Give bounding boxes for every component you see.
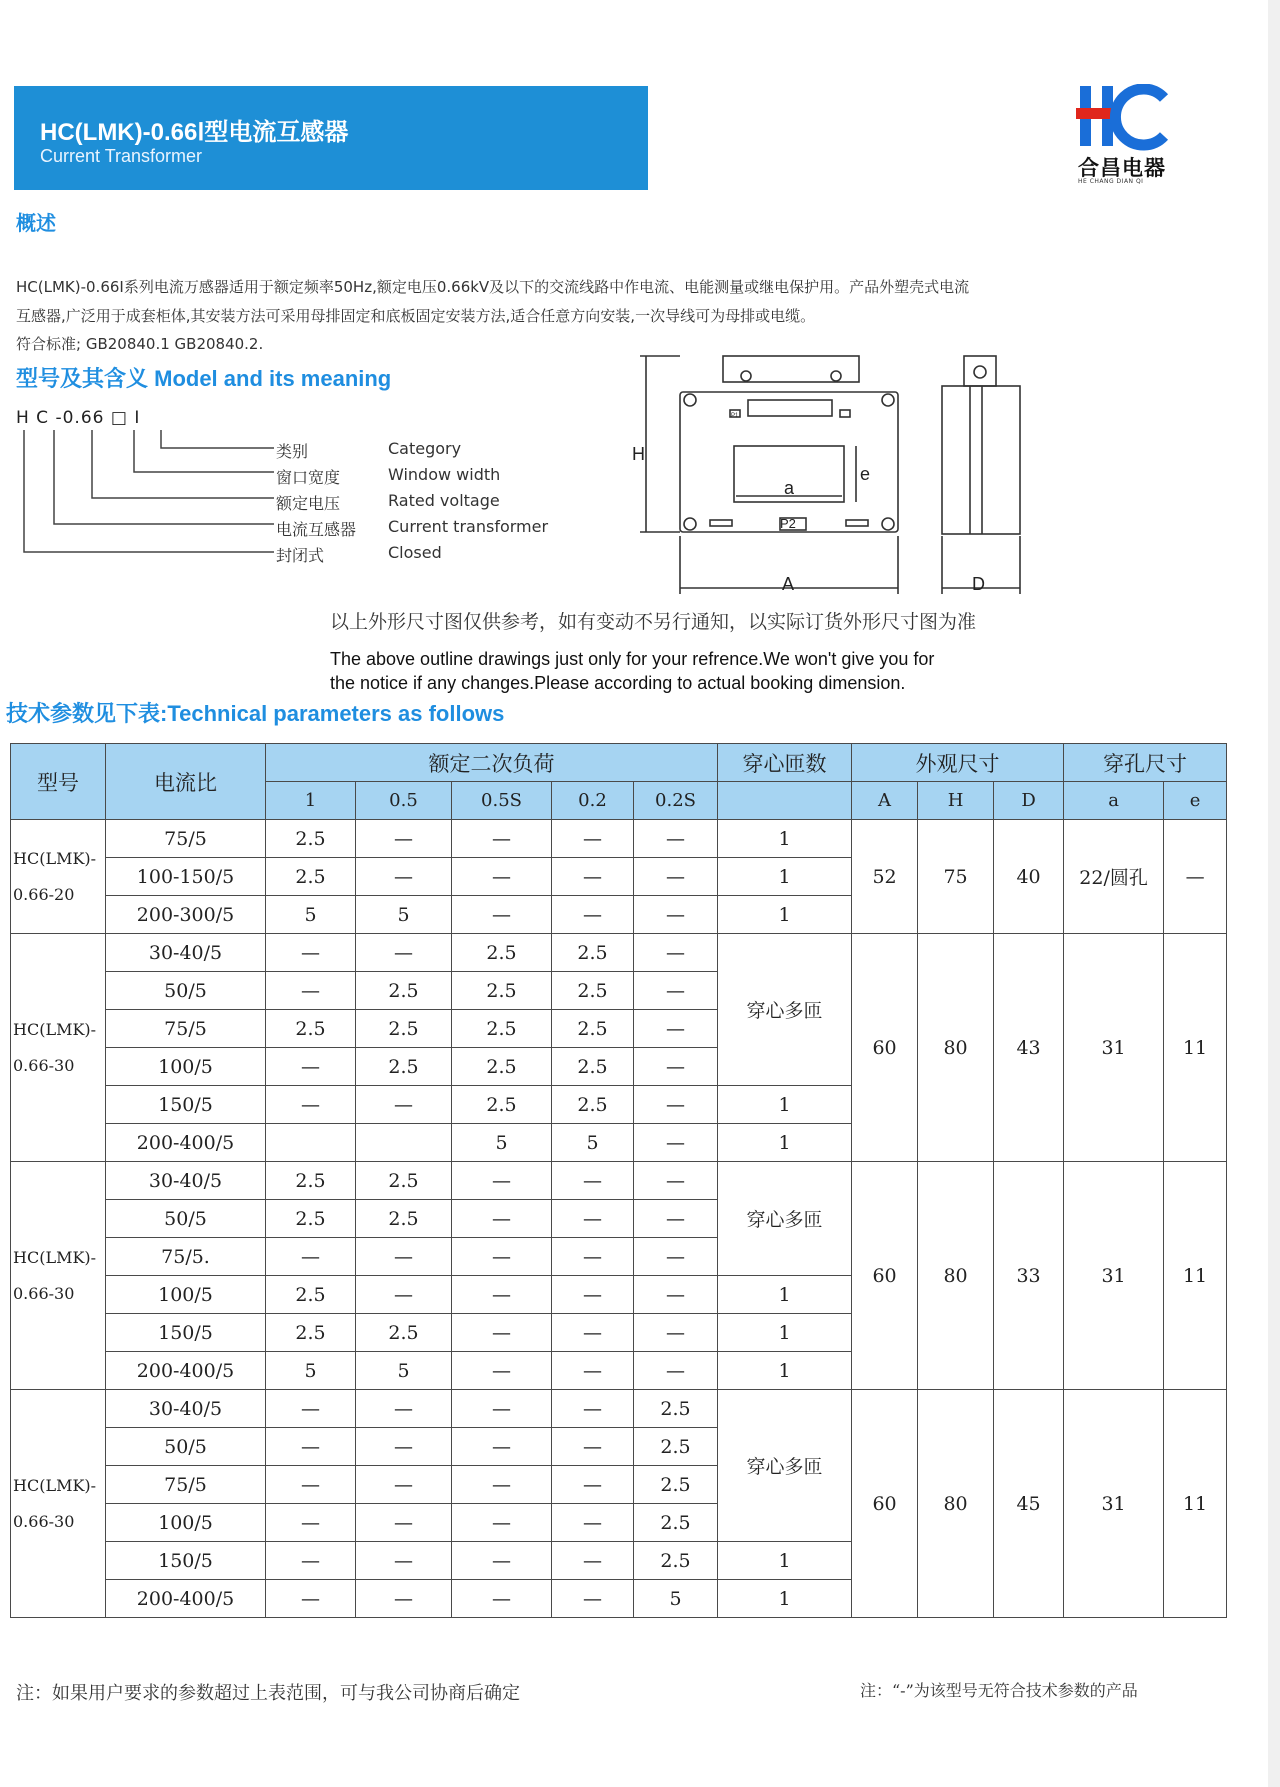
model-diagram-lines bbox=[16, 430, 276, 560]
footer-note-left: 注：如果用户要求的参数超过上表范围，可与我公司协商后确定 bbox=[16, 1683, 520, 1704]
burden-cell: 2.5 bbox=[452, 1086, 552, 1124]
burden-cell: — bbox=[552, 1200, 634, 1238]
burden-cell: 2.5 bbox=[266, 820, 356, 858]
turns-cell: 1 bbox=[718, 1086, 852, 1124]
burden-cell: — bbox=[634, 1352, 718, 1390]
burden-cell: — bbox=[552, 858, 634, 896]
burden-cell: — bbox=[356, 858, 452, 896]
turns-cell: 1 bbox=[718, 858, 852, 896]
burden-cell: — bbox=[452, 896, 552, 934]
burden-cell: — bbox=[452, 1314, 552, 1352]
burden-cell: — bbox=[356, 1466, 452, 1504]
burden-cell: — bbox=[452, 1466, 552, 1504]
overview-heading: 概述 bbox=[16, 213, 56, 235]
burden-cell: — bbox=[552, 1580, 634, 1618]
model-line-2: 0.66-30 bbox=[13, 1511, 75, 1531]
model-line-2: 0.66-30 bbox=[13, 1283, 75, 1303]
model-line-2: 0.66-20 bbox=[13, 884, 75, 904]
model-cell bbox=[11, 1390, 106, 1618]
turns-multi-cell: 穿心多匝 bbox=[718, 1162, 852, 1276]
dim-A-cell: 60 bbox=[852, 1162, 918, 1390]
burden-cell: — bbox=[634, 972, 718, 1010]
ratio-cell: 30-40/5 bbox=[106, 1162, 266, 1200]
title-banner bbox=[14, 86, 648, 190]
burden-cell: — bbox=[356, 1086, 452, 1124]
burden-cell: — bbox=[266, 1238, 356, 1276]
burden-cell: — bbox=[634, 1048, 718, 1086]
hole-e-cell: — bbox=[1164, 820, 1227, 934]
burden-cell: 5 bbox=[266, 896, 356, 934]
burden-cell: 2.5 bbox=[356, 1162, 452, 1200]
burden-cell: 2.5 bbox=[634, 1542, 718, 1580]
model-cell bbox=[11, 934, 106, 1162]
burden-cell: — bbox=[266, 934, 356, 972]
header-ratio: 电流比 bbox=[106, 744, 266, 820]
burden-cell: — bbox=[452, 1200, 552, 1238]
burden-cell: — bbox=[634, 1086, 718, 1124]
burden-cell: 2.5 bbox=[356, 972, 452, 1010]
footer-note-right: 注：“-”为该型号无符合技术参数的产品 bbox=[860, 1681, 1138, 1700]
burden-cell: — bbox=[452, 1238, 552, 1276]
burden-cell: — bbox=[266, 1580, 356, 1618]
model-item-1-cn: 类别 bbox=[276, 442, 309, 461]
spec-table bbox=[10, 743, 1227, 1618]
burden-cell: — bbox=[452, 1276, 552, 1314]
burden-cell: — bbox=[634, 1314, 718, 1352]
turns-cell: 1 bbox=[718, 820, 852, 858]
burden-cell: — bbox=[634, 1162, 718, 1200]
burden-cell: 5 bbox=[452, 1124, 552, 1162]
dim-D-cell: 40 bbox=[994, 820, 1064, 934]
burden-cell: — bbox=[452, 1352, 552, 1390]
subheader-burden-0-2: 0.2 bbox=[552, 782, 634, 820]
burden-cell: — bbox=[356, 934, 452, 972]
ratio-cell: 75/5 bbox=[106, 820, 266, 858]
ratio-cell: 200-400/5 bbox=[106, 1580, 266, 1618]
burden-cell: 2.5 bbox=[266, 1276, 356, 1314]
burden-cell: — bbox=[552, 1352, 634, 1390]
burden-cell: 2.5 bbox=[266, 1314, 356, 1352]
burden-cell bbox=[356, 1124, 452, 1162]
logo-cn-text: 合昌电器 bbox=[1078, 156, 1166, 180]
page-subtitle: Current Transformer bbox=[40, 146, 203, 166]
subheader-A: A bbox=[852, 782, 918, 820]
burden-cell: — bbox=[356, 1428, 452, 1466]
turns-cell: 1 bbox=[718, 896, 852, 934]
burden-cell: — bbox=[452, 1504, 552, 1542]
hole-a-cell: 22/圆孔 bbox=[1064, 820, 1164, 934]
subheader-H: H bbox=[918, 782, 994, 820]
ratio-cell: 30-40/5 bbox=[106, 1390, 266, 1428]
burden-cell: 2.5 bbox=[634, 1390, 718, 1428]
burden-cell: 5 bbox=[266, 1352, 356, 1390]
subheader-a: a bbox=[1064, 782, 1164, 820]
turns-cell: 1 bbox=[718, 1542, 852, 1580]
burden-cell: — bbox=[266, 1390, 356, 1428]
overview-line-3: 符合标准; GB20840.1 GB20840.2. bbox=[16, 335, 264, 353]
ratio-cell: 100/5 bbox=[106, 1504, 266, 1542]
ratio-cell: 150/5 bbox=[106, 1086, 266, 1124]
header-burden: 额定二次负荷 bbox=[266, 744, 718, 782]
burden-cell: — bbox=[552, 1162, 634, 1200]
burden-cell: — bbox=[552, 1428, 634, 1466]
model-line-1: HC(LMK)- bbox=[13, 1475, 97, 1495]
burden-cell: — bbox=[634, 934, 718, 972]
ratio-cell: 30-40/5 bbox=[106, 934, 266, 972]
burden-cell: 2.5 bbox=[266, 858, 356, 896]
model-heading: 型号及其含义 Model and its meaning bbox=[16, 366, 392, 391]
ratio-cell: 100/5 bbox=[106, 1276, 266, 1314]
model-item-4-cn: 电流互感器 bbox=[276, 520, 357, 539]
burden-cell: 2.5 bbox=[356, 1010, 452, 1048]
burden-cell: — bbox=[266, 1086, 356, 1124]
hole-e-cell: 11 bbox=[1164, 1390, 1227, 1618]
burden-cell: — bbox=[452, 820, 552, 858]
model-line-1: HC(LMK)- bbox=[13, 848, 97, 868]
burden-cell: — bbox=[356, 1238, 452, 1276]
hole-a-cell: 31 bbox=[1064, 1162, 1164, 1390]
burden-cell: — bbox=[266, 1542, 356, 1580]
header-outline: 外观尺寸 bbox=[852, 744, 1064, 782]
model-item-3-en: Rated voltage bbox=[388, 491, 500, 510]
burden-cell: 2.5 bbox=[266, 1010, 356, 1048]
drawing-note-en-1: The above outline drawings just only for your refrence.We won't give you for bbox=[330, 649, 935, 669]
burden-cell: 2.5 bbox=[634, 1428, 718, 1466]
subheader-burden-0-2s: 0.2S bbox=[634, 782, 718, 820]
model-line-1: HC(LMK)- bbox=[13, 1019, 97, 1039]
burden-cell: — bbox=[634, 1124, 718, 1162]
dim-label-D: D bbox=[972, 574, 985, 594]
page-title: HC(LMK)-0.66Ⅰ型电流互感器 bbox=[40, 119, 349, 146]
table-row bbox=[11, 820, 1227, 858]
burden-cell: 2.5 bbox=[452, 972, 552, 1010]
hc-logo-icon bbox=[1076, 84, 1172, 152]
dim-A-cell: 52 bbox=[852, 820, 918, 934]
turns-multi-cell: 穿心多匝 bbox=[718, 934, 852, 1086]
burden-cell: — bbox=[634, 1238, 718, 1276]
burden-cell: — bbox=[266, 1504, 356, 1542]
overview-line-2: 互感器,广泛用于成套柜体,其安装方法可采用母排固定和底板固定安装方法,适合任意方向安装,一次导线可为母排或电缆。 bbox=[16, 307, 816, 325]
dim-H-cell: 80 bbox=[918, 934, 994, 1162]
table-row bbox=[11, 1162, 1227, 1200]
dim-label-A: A bbox=[782, 574, 795, 594]
ratio-cell: 75/5 bbox=[106, 1010, 266, 1048]
dim-label-a: a bbox=[784, 478, 795, 498]
burden-cell: — bbox=[552, 1504, 634, 1542]
subheader-burden-0-5: 0.5 bbox=[356, 782, 452, 820]
burden-cell: — bbox=[552, 1276, 634, 1314]
burden-cell: — bbox=[452, 1390, 552, 1428]
subheader-turns-blank bbox=[718, 782, 852, 820]
burden-cell: 5 bbox=[356, 1352, 452, 1390]
burden-cell: 2.5 bbox=[634, 1504, 718, 1542]
ratio-cell: 200-300/5 bbox=[106, 896, 266, 934]
dim-label-P1: P1 bbox=[731, 413, 739, 419]
burden-cell: 2.5 bbox=[552, 972, 634, 1010]
model-item-5-cn: 封闭式 bbox=[276, 546, 325, 565]
dim-H-cell: 75 bbox=[918, 820, 994, 934]
model-item-5-en: Closed bbox=[388, 543, 442, 562]
tech-heading: 技术参数见下表:Technical parameters as follows bbox=[6, 701, 505, 726]
burden-cell: 5 bbox=[552, 1124, 634, 1162]
model-item-4-en: Current transformer bbox=[388, 517, 549, 536]
burden-cell: 5 bbox=[356, 896, 452, 934]
table-row bbox=[11, 1390, 1227, 1428]
burden-cell: — bbox=[552, 820, 634, 858]
burden-cell: — bbox=[452, 1580, 552, 1618]
ratio-cell: 75/5 bbox=[106, 1466, 266, 1504]
ratio-cell: 100-150/5 bbox=[106, 858, 266, 896]
burden-cell: — bbox=[634, 858, 718, 896]
hole-e-cell: 11 bbox=[1164, 934, 1227, 1162]
hole-a-cell: 31 bbox=[1064, 1390, 1164, 1618]
burden-cell: — bbox=[552, 1238, 634, 1276]
burden-cell bbox=[266, 1124, 356, 1162]
model-code: H C -0.66 □ Ⅰ bbox=[16, 408, 141, 428]
burden-cell: — bbox=[634, 1200, 718, 1238]
turns-cell: 1 bbox=[718, 1352, 852, 1390]
dim-D-cell: 45 bbox=[994, 1390, 1064, 1618]
turns-cell: 1 bbox=[718, 1580, 852, 1618]
burden-cell: — bbox=[452, 1542, 552, 1580]
burden-cell: 2.5 bbox=[452, 934, 552, 972]
burden-cell: 2.5 bbox=[552, 1086, 634, 1124]
ratio-cell: 75/5. bbox=[106, 1238, 266, 1276]
header-turns: 穿心匝数 bbox=[718, 744, 852, 782]
burden-cell: 2.5 bbox=[452, 1048, 552, 1086]
hole-a-cell: 31 bbox=[1064, 934, 1164, 1162]
outline-drawing bbox=[630, 350, 1070, 600]
hole-e-cell: 11 bbox=[1164, 1162, 1227, 1390]
burden-cell: — bbox=[552, 1542, 634, 1580]
dim-A-cell: 60 bbox=[852, 934, 918, 1162]
burden-cell: 5 bbox=[634, 1580, 718, 1618]
dim-label-e: e bbox=[860, 464, 871, 484]
model-item-2-cn: 窗口宽度 bbox=[276, 468, 341, 487]
model-item-1-en: Category bbox=[388, 439, 462, 458]
burden-cell: — bbox=[634, 820, 718, 858]
ratio-cell: 50/5 bbox=[106, 1200, 266, 1238]
subheader-e: e bbox=[1164, 782, 1227, 820]
header-hole: 穿孔尺寸 bbox=[1064, 744, 1227, 782]
header-model: 型号 bbox=[11, 744, 106, 820]
ratio-cell: 200-400/5 bbox=[106, 1124, 266, 1162]
dim-H-cell: 80 bbox=[918, 1162, 994, 1390]
burden-cell: — bbox=[266, 1048, 356, 1086]
model-line-2: 0.66-30 bbox=[13, 1055, 75, 1075]
drawing-note-en-2: the notice if any changes.Please according to actual booking dimension. bbox=[330, 673, 906, 693]
burden-cell: 2.5 bbox=[356, 1200, 452, 1238]
burden-cell: — bbox=[266, 1428, 356, 1466]
subheader-burden-0-5s: 0.5S bbox=[452, 782, 552, 820]
turns-cell: 1 bbox=[718, 1314, 852, 1352]
company-logo bbox=[1076, 84, 1172, 194]
burden-cell: — bbox=[452, 858, 552, 896]
dim-label-H: H bbox=[632, 444, 645, 464]
model-cell bbox=[11, 820, 106, 934]
burden-cell: — bbox=[634, 1010, 718, 1048]
dim-A-cell: 60 bbox=[852, 1390, 918, 1618]
burden-cell: — bbox=[356, 820, 452, 858]
burden-cell: — bbox=[552, 1466, 634, 1504]
burden-cell: 2.5 bbox=[552, 934, 634, 972]
burden-cell: — bbox=[452, 1428, 552, 1466]
burden-cell: 2.5 bbox=[266, 1200, 356, 1238]
table-row bbox=[11, 934, 1227, 972]
burden-cell: — bbox=[266, 972, 356, 1010]
logo-en-text: HE CHANG DIAN QI bbox=[1078, 178, 1144, 185]
ratio-cell: 100/5 bbox=[106, 1048, 266, 1086]
dim-D-cell: 33 bbox=[994, 1162, 1064, 1390]
burden-cell: — bbox=[356, 1580, 452, 1618]
burden-cell: — bbox=[634, 1276, 718, 1314]
burden-cell: 2.5 bbox=[552, 1048, 634, 1086]
turns-cell: 1 bbox=[718, 1276, 852, 1314]
page-edge bbox=[1268, 0, 1280, 1787]
dim-label-P2: P2 bbox=[780, 516, 796, 531]
dim-D-cell: 43 bbox=[994, 934, 1064, 1162]
turns-cell: 1 bbox=[718, 1124, 852, 1162]
burden-cell: — bbox=[552, 896, 634, 934]
ratio-cell: 50/5 bbox=[106, 1428, 266, 1466]
burden-cell: 2.5 bbox=[356, 1048, 452, 1086]
burden-cell: 2.5 bbox=[452, 1010, 552, 1048]
turns-multi-cell: 穿心多匝 bbox=[718, 1390, 852, 1542]
overview-line-1: HC(LMK)-0.66Ⅰ系列电流万感器适用于额定频率50Hz,额定电压0.66kV及以下的交流线路中作电流、电能测量或继电保护用。产品外塑壳式电流 bbox=[16, 278, 970, 296]
model-item-2-en: Window width bbox=[388, 465, 501, 484]
burden-cell: — bbox=[552, 1390, 634, 1428]
subheader-burden-1: 1 bbox=[266, 782, 356, 820]
burden-cell: — bbox=[356, 1504, 452, 1542]
burden-cell: — bbox=[266, 1466, 356, 1504]
ratio-cell: 200-400/5 bbox=[106, 1352, 266, 1390]
ratio-cell: 50/5 bbox=[106, 972, 266, 1010]
model-line-1: HC(LMK)- bbox=[13, 1247, 97, 1267]
burden-cell: — bbox=[634, 896, 718, 934]
burden-cell: — bbox=[356, 1276, 452, 1314]
burden-cell: 2.5 bbox=[266, 1162, 356, 1200]
burden-cell: 2.5 bbox=[634, 1466, 718, 1504]
burden-cell: 2.5 bbox=[356, 1314, 452, 1352]
subheader-D: D bbox=[994, 782, 1064, 820]
drawing-note-cn: 以上外形尺寸图仅供参考，如有变动不另行通知，以实际订货外形尺寸图为准 bbox=[330, 611, 977, 633]
burden-cell: 2.5 bbox=[552, 1010, 634, 1048]
burden-cell: — bbox=[552, 1314, 634, 1352]
dim-H-cell: 80 bbox=[918, 1390, 994, 1618]
burden-cell: — bbox=[356, 1390, 452, 1428]
burden-cell: — bbox=[452, 1162, 552, 1200]
ratio-cell: 150/5 bbox=[106, 1314, 266, 1352]
ratio-cell: 150/5 bbox=[106, 1542, 266, 1580]
spec-table-body bbox=[11, 820, 1227, 1618]
model-item-3-cn: 额定电压 bbox=[276, 494, 341, 513]
model-cell bbox=[11, 1162, 106, 1390]
burden-cell: — bbox=[356, 1542, 452, 1580]
